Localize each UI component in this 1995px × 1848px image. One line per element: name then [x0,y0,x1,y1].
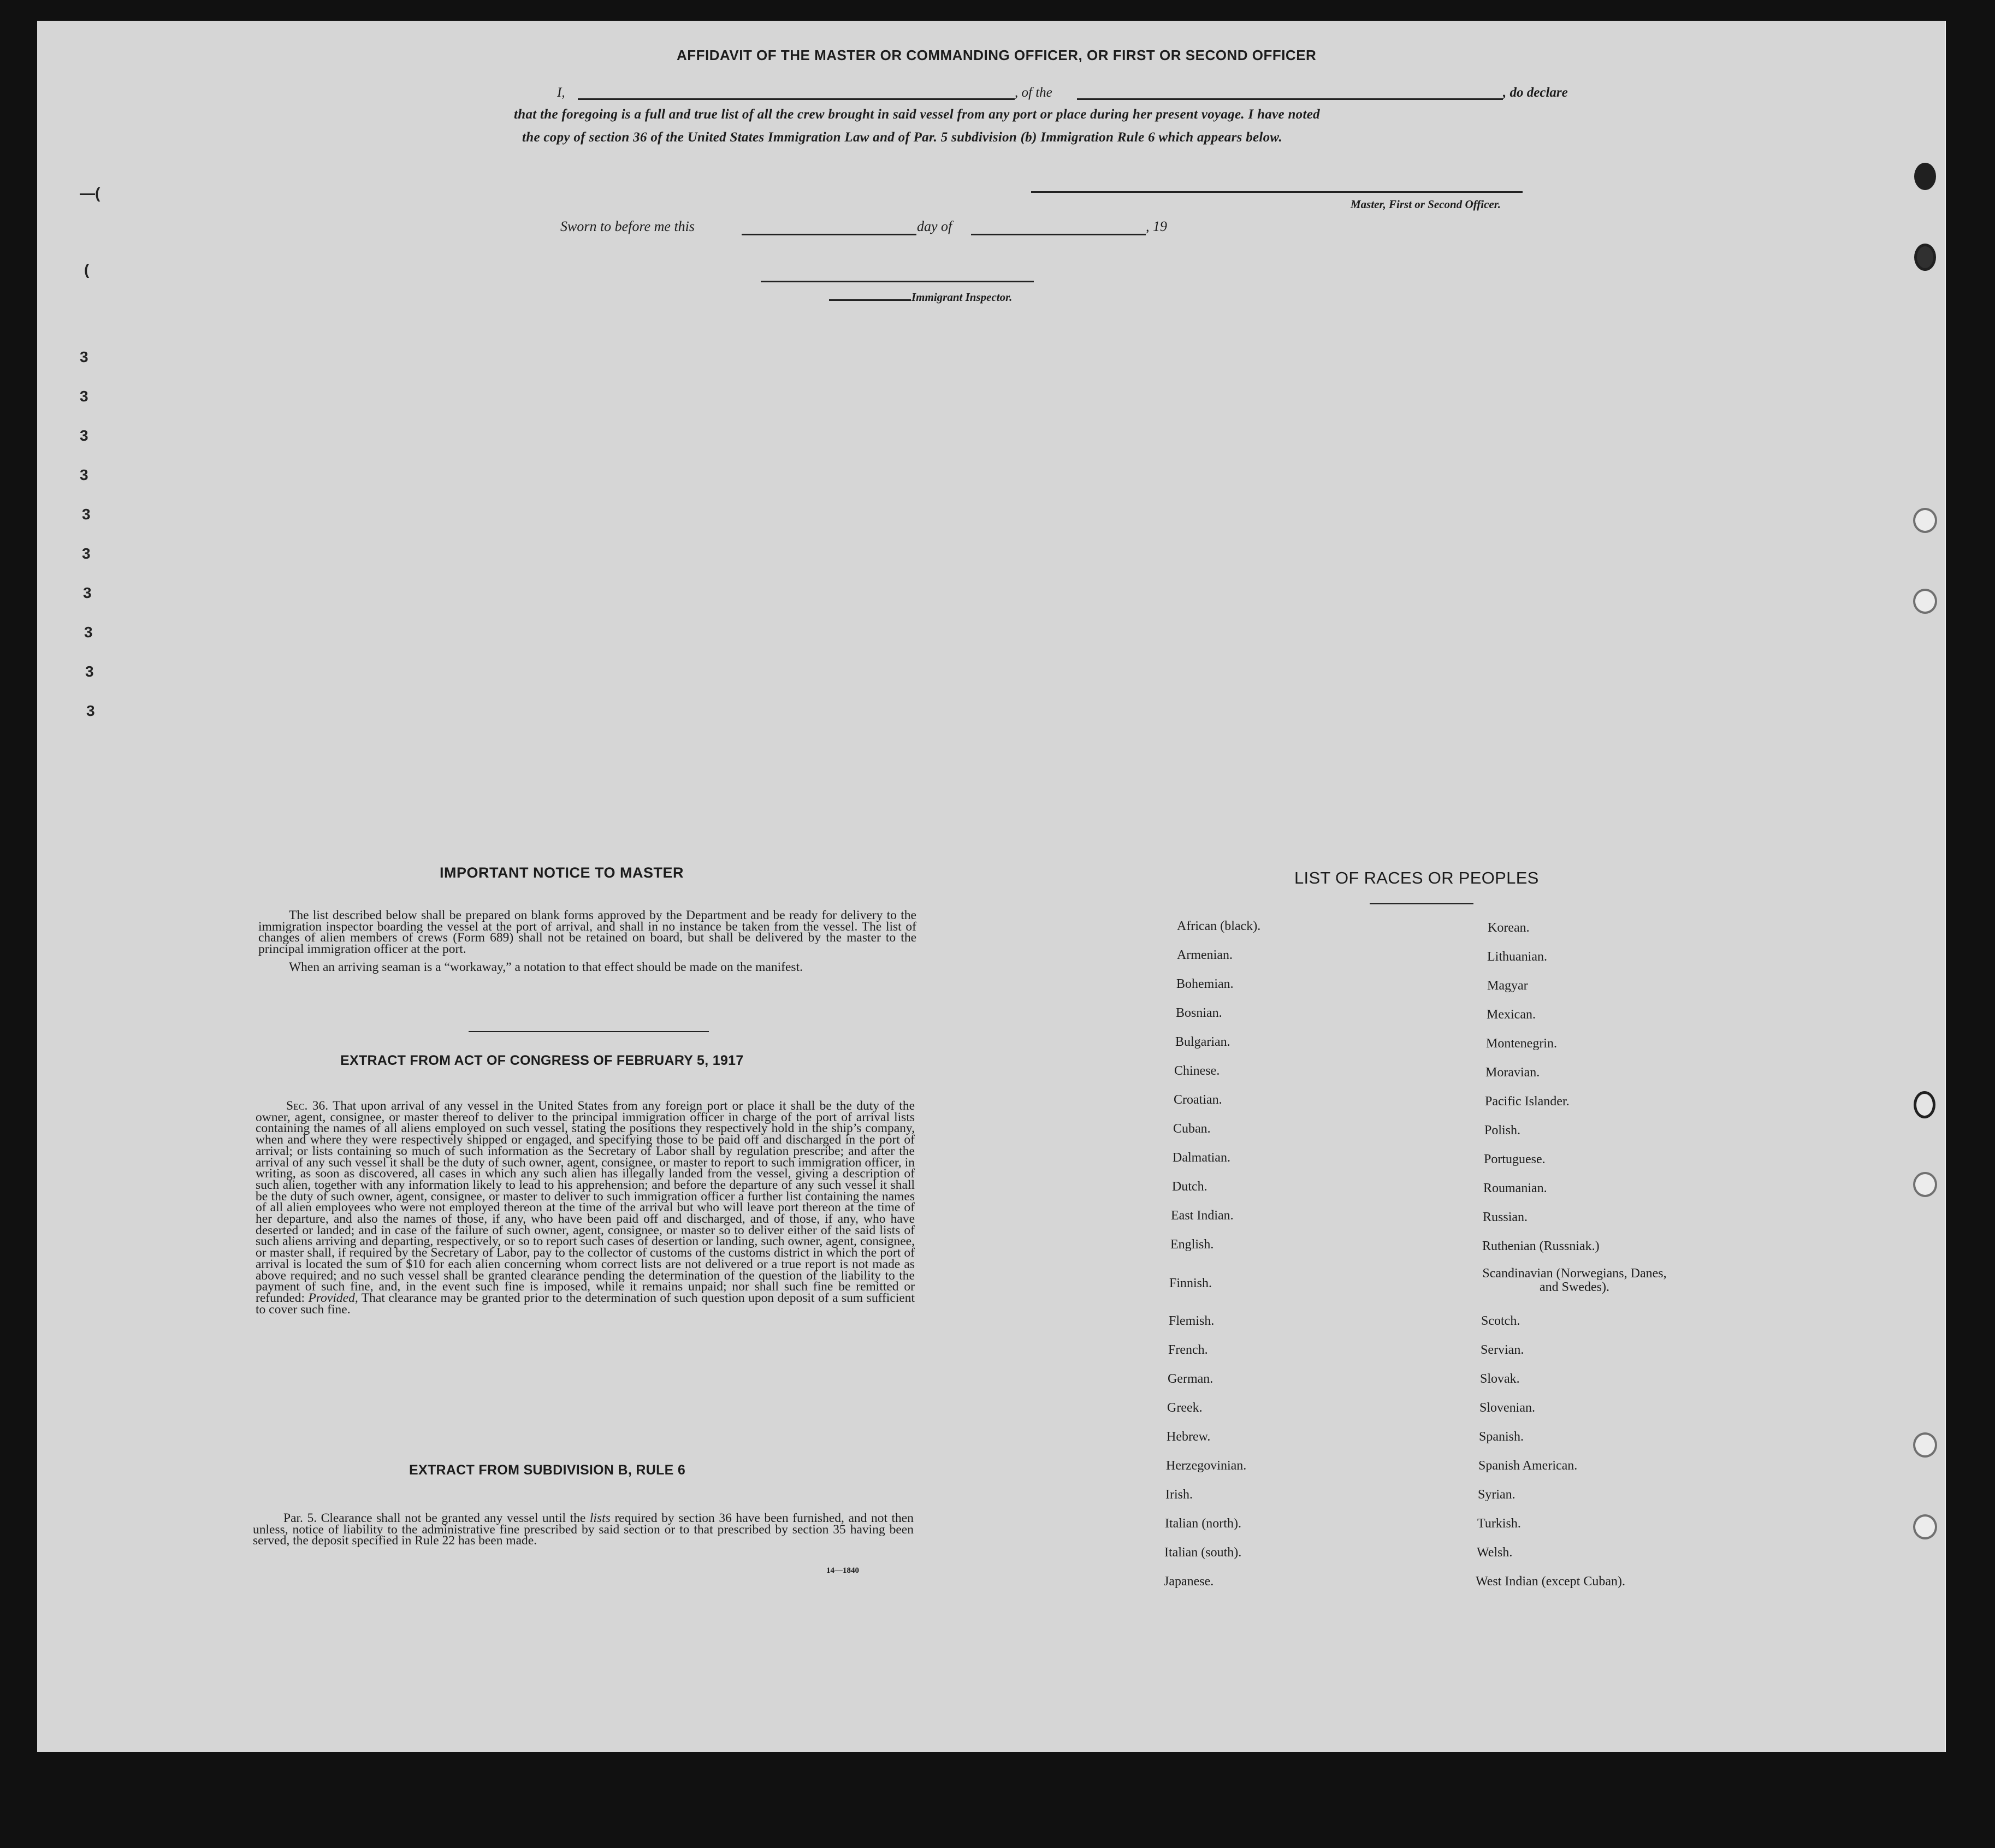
inspector-caption: Immigrant Inspector. [911,291,1013,304]
sworn-day-blank-line [742,234,916,235]
master-signature-line [1031,191,1523,193]
inspector-caption-rule [829,299,911,301]
race-item-left: Bohemian. [1176,977,1234,991]
rule-text-before: Par. 5. Clearance shall not be granted any vessel until the [283,1511,586,1525]
form-number: 14—1840 [826,1566,859,1575]
notice-title: IMPORTANT NOTICE TO MASTER [440,864,684,881]
section-36-label: Sec. 36. [286,1099,329,1113]
race-item-left: Japanese. [1164,1574,1214,1589]
punch-hole-icon [1913,508,1937,533]
race-item-right: Roumanian. [1483,1181,1547,1195]
sworn-month-blank-line [971,234,1146,235]
extract-rule-body [253,1513,914,1547]
race-item-right: Turkish. [1477,1517,1521,1531]
bleed-mark-icon: 3 [85,663,94,680]
race-item-right: Slovenian. [1479,1401,1535,1415]
bleed-mark-icon: 3 [84,624,93,641]
race-item-left: Armenian. [1177,948,1233,962]
race-item-right: Scandinavian (Norwegians, Danes, and Swedes). [1482,1266,1667,1294]
bleed-mark-icon: —( [80,185,100,202]
race-item-right: Lithuanian. [1487,950,1547,964]
race-item-left: Bulgarian. [1175,1035,1230,1049]
race-item-right: Magyar [1487,979,1528,993]
vessel-blank-line [1077,98,1503,100]
race-item-right: Ruthenian (Russniak.) [1482,1239,1600,1253]
race-item-left: Greek. [1167,1401,1203,1415]
affidavit-line3: the copy of section 36 of the United States Immigration Law and of Par. 5 subdivision (b) Immigration Rule 6 which appears below. [522,130,1283,145]
race-item-left: Italian (south). [1164,1545,1242,1560]
bleed-mark-icon: 3 [82,506,91,523]
race-item-right: Montenegrin. [1486,1036,1557,1051]
affidavit-title: AFFIDAVIT OF THE MASTER OR COMMANDING OFFICER, OR FIRST OR SECOND OFFICER [677,47,1317,63]
race-item-left: Cuban. [1173,1122,1211,1136]
bleed-mark-icon: ( [84,261,90,278]
sworn-prefix: Sworn to before me this [560,218,695,234]
sworn-year: , 19 [1146,218,1167,234]
master-caption: Master, First or Second Officer. [1351,198,1501,211]
punch-hole-icon [1913,1514,1937,1539]
rule-text-after: required by section 36 have been furnished, and not then unless, notice of liability to the administrative fine prescribed by said section or to that prescribed by section 35 having been served, the deposit specified in Rule 22 has been made. [253,1511,914,1548]
race-item-left: Hebrew. [1167,1430,1211,1444]
notice-paragraph-2: When an arriving seaman is a “workaway,” a notation to that effect should be made on the manifest. [289,959,803,974]
race-item-right: Polish. [1484,1123,1521,1138]
race-item-left: Chinese. [1174,1064,1220,1078]
race-item-right: West Indian (except Cuban). [1476,1574,1625,1589]
races-title-rule [1370,903,1473,904]
extract-act-body [256,1100,915,1315]
section-divider [469,1031,709,1032]
sworn-day-of: day of [917,218,952,234]
extract-act-title: EXTRACT FROM ACT OF CONGRESS OF FEBRUARY 5, 1917 [340,1053,744,1068]
affidavit-of-the-label: , of the [1015,85,1052,100]
race-item-left: Italian (north). [1165,1517,1241,1531]
extract-rule-title: EXTRACT FROM SUBDIVISION B, RULE 6 [409,1462,686,1478]
bleed-mark-icon: 3 [83,584,92,601]
bleed-mark-icon: 3 [80,348,88,365]
race-item-left: Herzegovinian. [1166,1459,1247,1473]
notice-paragraph-1: The list described below shall be prepared on blank forms approved by the Department and be ready for delivery to the immigration inspector boarding the vessel at the port of arrival, and shall in no instance be taken from the vessel. The list of changes of alien members of crews (Form 689) shall not be retained on board, but shall be delivered by the master to the principal immigration officer at the port. [258,908,916,957]
form-sheet [37,21,1946,1752]
race-item-left: Dalmatian. [1173,1151,1230,1165]
race-item-left: East Indian. [1171,1209,1234,1223]
race-item-right: Mexican. [1487,1008,1536,1022]
section-36-text: That upon arrival of any vessel in the United States from any foreign port or place it shall be the duty of the owner, agent, consignee, or master thereof to deliver to the principal immigration officer in charge of the port of arrival lists containing the names of all aliens employed on such vessel, stating the positions they respectively hold in the ship’s company, when and where they were respectively shipped or engaged, and specifying those to be paid off and discharged in the port of arrival; or lists containing so much of such information as the Secretary of Labor shall by regulation prescribe; and after the arrival of any such vessel it shall be the duty of such owner, agent, consignee, or master to report to such immigration officer, in writing, as soon as discovered, all cases in which any such alien has illegally landed from the vessel, giving a description of such alien, together with any information likely to lead to his apprehension; and before the departure of any such vessel it shall be the duty of such owner, agent, consignee, or master to deliver to such immigration officer a further list containing the names of all alien employees who were not employed thereon at the time of the arrival but who will leave port thereon at the time of her departure, and also the names of those, if any, who have been paid off and discharged, and of those, if any, who have deserted or landed; and in case of the failure of such owner, agent, consignee, or master so to deliver either of the said lists of such aliens arriving and departing, respectively, or so to report such cases of desertion or landing, such owner, agent, consignee, or master shall, if required by the Secretary of Labor, pay to the collector of customs of the customs district in which the port of arrival is located the sum of $10 for each alien concerning whom correct lists are not delivered or a true report is not made as above required; and no such vessel shall be granted clearance pending the determination of the question of the liability to the payment of such fine, and, in the event such fine is imposed, while it remains unpaid; nor shall such fine be remitted or refunded: [256,1099,915,1305]
punch-hole-icon [1914,163,1936,190]
punch-hole-icon [1913,1172,1937,1197]
bleed-mark-icon: 3 [80,466,88,483]
affidavit-line2: that the foregoing is a full and true list of all the crew brought in said vessel from any port or place during her present voyage. I have noted [514,107,1320,122]
race-item-right: Spanish. [1479,1430,1524,1444]
race-item-right: Welsh. [1477,1545,1513,1560]
race-item-right: Syrian. [1478,1488,1516,1502]
affidavit-i-label: I, [557,85,565,100]
race-item-left: German. [1168,1372,1213,1386]
punch-hole-icon [1913,1432,1937,1458]
bleed-mark-icon: 3 [80,427,88,444]
race-item-right: Pacific Islander. [1485,1094,1570,1109]
proviso-label: Provided, [308,1290,358,1305]
proviso-text: That clearance may be granted prior to the determination of such question upon deposit of a sum sufficient to cover such fine. [256,1290,915,1317]
race-item-right: Russian. [1483,1210,1528,1224]
affidavit-declare-label: , do declare [1503,85,1568,100]
race-item-left: Croatian. [1174,1093,1222,1107]
race-item-left: French. [1168,1343,1208,1357]
race-item-right: Portuguese. [1484,1152,1546,1166]
race-item-right: Spanish American. [1478,1459,1578,1473]
punch-hole-icon [1914,244,1936,271]
races-title: LIST OF RACES OR PEOPLES [1294,868,1539,887]
race-item-right: Slovak. [1480,1372,1520,1386]
bleed-mark-icon: 3 [86,702,95,719]
name-blank-line [578,98,1015,100]
notice-body [258,910,916,973]
race-item-right: Scotch. [1481,1314,1520,1328]
inspector-signature-line [761,281,1034,282]
race-item-left: Flemish. [1169,1314,1215,1328]
bleed-mark-icon: 3 [82,545,91,562]
race-item-left: English. [1170,1237,1214,1252]
punch-hole-icon [1913,589,1937,614]
race-item-left: Irish. [1165,1488,1193,1502]
race-item-left: Finnish. [1169,1276,1212,1290]
race-item-right: Korean. [1488,921,1530,935]
punch-hole-icon [1914,1091,1935,1118]
race-item-left: Bosnian. [1176,1006,1222,1020]
race-item-left: Dutch. [1172,1180,1207,1194]
bleed-mark-icon: 3 [80,388,88,405]
race-item-right: Servian. [1481,1343,1524,1357]
race-item-right: Moravian. [1485,1065,1540,1080]
rule-text-italic: lists [589,1511,611,1525]
race-item-left: African (black). [1177,919,1261,933]
